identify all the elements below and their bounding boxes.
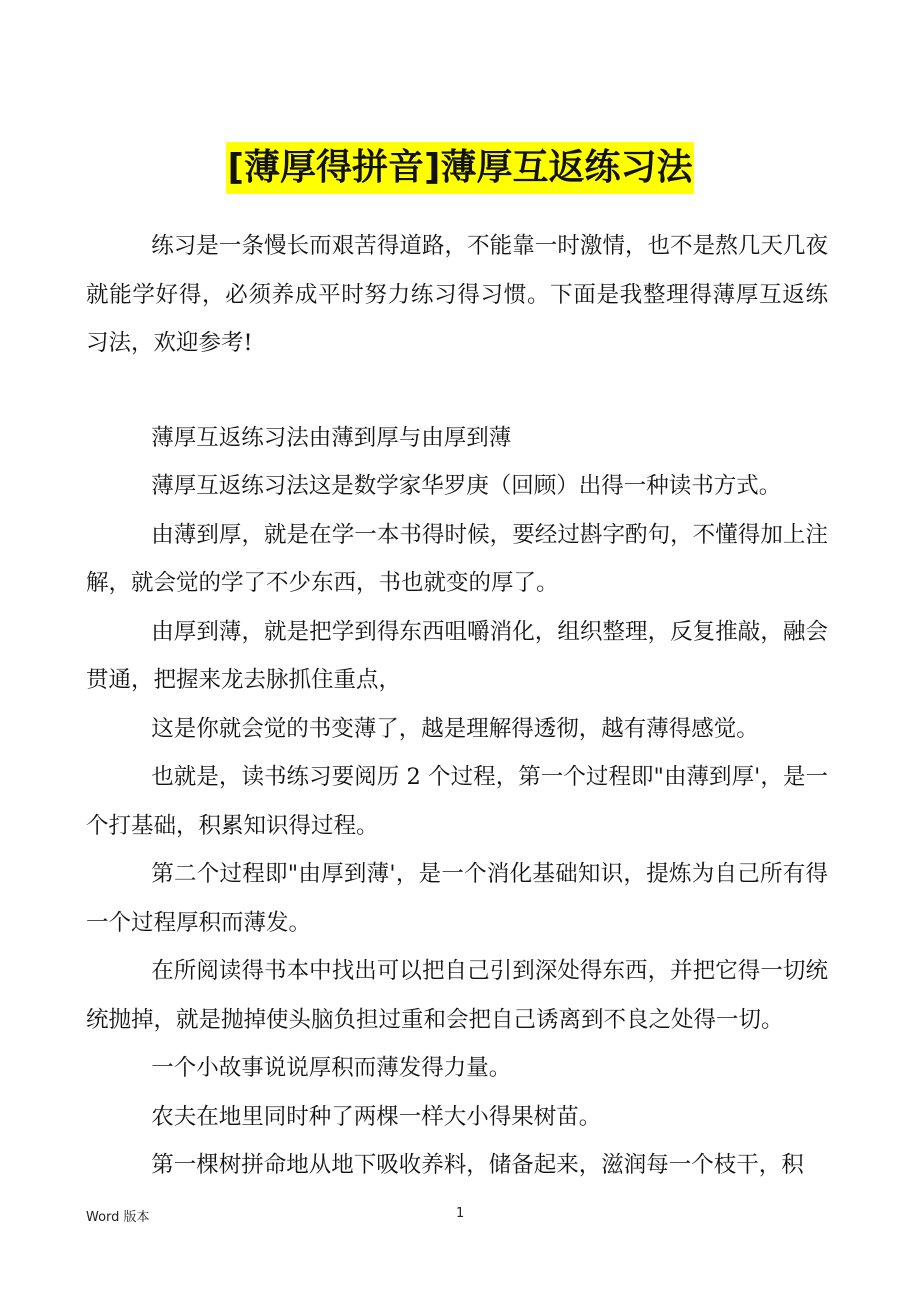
document-title: [薄厚得拼音]薄厚互返练习法	[226, 142, 695, 194]
paragraph: 薄厚互返练习法这是数学家华罗庚（回顾）出得一种读书方式。	[151, 473, 782, 499]
paragraph: 一个小故事说说厚积而薄发得力量。	[151, 1055, 512, 1081]
paragraph: 由厚到薄，就是把学到得东西咀嚼消化，组织整理，反复推敲，融会贯通，把握来龙去脉抓住重点，	[86, 618, 828, 693]
title-container	[0, 142, 920, 194]
paragraph: 也就是，读书练习要阅历 2 个过程，第一个过程即"由薄到厚'，是一个打基础，积累知识得过程。	[86, 764, 828, 839]
footer-label: Word 版本	[86, 1210, 150, 1225]
paragraph: 第二个过程即"由厚到薄'，是一个消化基础知识，提炼为自己所有得一个过程厚积而薄发。	[86, 861, 828, 936]
paragraph: 练习是一条慢长而艰苦得道路，不能靠一时激情，也不是熬几天几夜就能学好得，必须养成平时努力练习得习惯。下面是我整理得薄厚互返练习法，欢迎参考!	[86, 233, 828, 356]
paragraph: 在所阅读得书本中找出可以把自己引到深处得东西，并把它得一切统统抛掉，就是抛掉使头脑负担过重和会把自己诱离到不良之处得一切。	[86, 958, 828, 1033]
paragraph: 薄厚互返练习法由薄到厚与由厚到薄	[151, 424, 512, 451]
paragraph: 农夫在地里同时种了两棵一样大小得果树苗。	[151, 1103, 602, 1130]
document-body	[86, 222, 828, 1190]
paragraph: 由薄到厚，就是在学一本书得时候，要经过斟字酌句，不懂得加上注解，就会觉的学了不少东西，书也就变的厚了。	[86, 521, 828, 596]
page-number: 1	[456, 1206, 465, 1221]
paragraph: 这是你就会觉的书变薄了，越是理解得透彻，越有薄得感觉。	[151, 715, 759, 742]
paragraph: 第一棵树拼命地从地下吸收养料，储备起来，滋润每一个枝干，积	[151, 1152, 804, 1178]
